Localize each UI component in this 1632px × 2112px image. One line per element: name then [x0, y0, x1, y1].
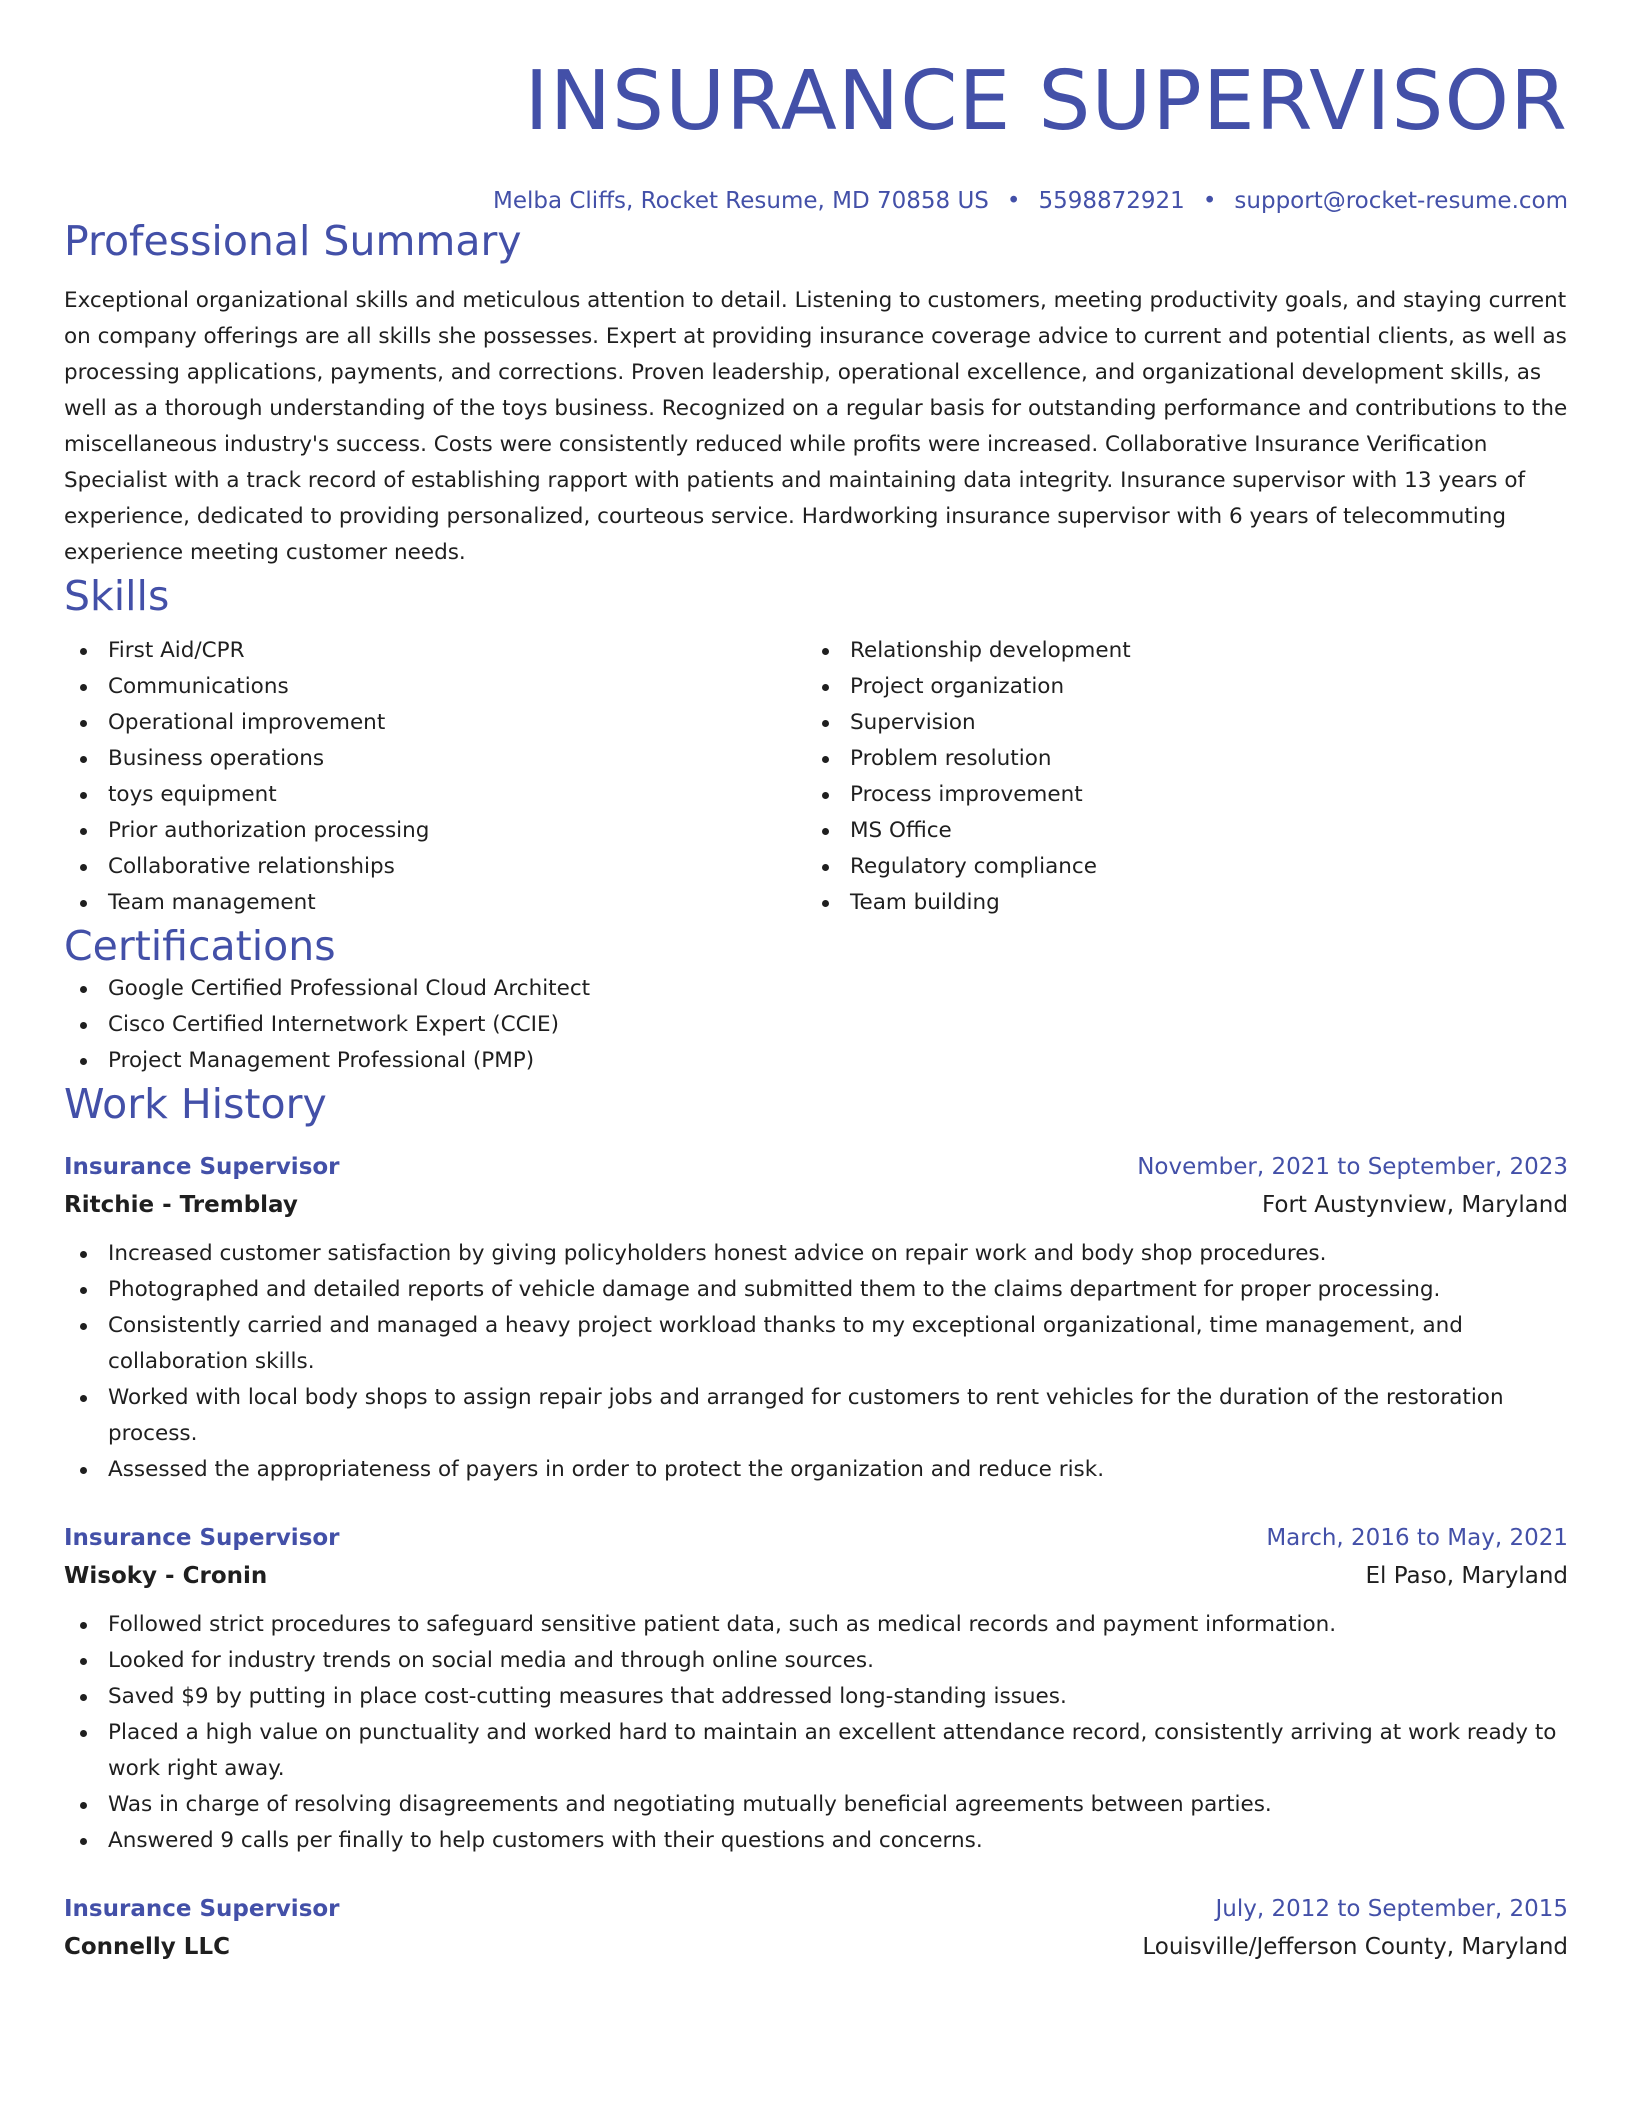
- job-company: Ritchie - Tremblay: [64, 1192, 298, 1218]
- job-title: Insurance Supervisor: [64, 1154, 340, 1180]
- job-duty-item: Consistently carried and managed a heavy project workload thanks to my exceptional organizational, time management, and collaboration skills.: [64, 1308, 1568, 1380]
- summary-section: [64, 216, 1568, 571]
- skill-item: Process improvement: [806, 777, 1548, 813]
- skills-heading: Skills: [64, 572, 170, 620]
- work-history-heading: Work History: [64, 1080, 327, 1128]
- job-duty-item: Was in charge of resolving disagreements and negotiating mutually beneficial agreements between parties.: [64, 1787, 1568, 1823]
- skills-list-right: [806, 633, 1548, 921]
- job-header: [64, 1890, 1568, 1928]
- skills-grid: [64, 633, 1568, 921]
- skill-item: Supervision: [806, 705, 1548, 741]
- work-history-section: [64, 1079, 1568, 1966]
- job-location: Fort Austynview, Maryland: [1261, 1192, 1568, 1218]
- job-duty-item: Saved $9 by putting in place cost-cutting measures that addressed long-standing issues.: [64, 1679, 1568, 1715]
- certification-item: Google Certified Professional Cloud Architect: [64, 971, 1568, 1007]
- contact-address: Melba Cliffs, Rocket Resume, MD 70858 US: [492, 188, 989, 214]
- skill-item: Collaborative relationships: [64, 849, 806, 885]
- contact-email: support@rocket-resume.com: [1234, 188, 1568, 214]
- job-dates: July, 2012 to September, 2015: [1215, 1896, 1568, 1922]
- certification-item: Cisco Certified Internetwork Expert (CCIE): [64, 1007, 1568, 1043]
- skills-section: [64, 571, 1568, 921]
- skill-item: Team management: [64, 885, 806, 921]
- skill-item: Business operations: [64, 741, 806, 777]
- contact-separator: •: [1006, 188, 1021, 214]
- job-duty-item: Placed a high value on punctuality and worked hard to maintain an excellent attendance record, consistently arriving at work ready to work right away.: [64, 1715, 1568, 1787]
- job-dates: March, 2016 to May, 2021: [1266, 1525, 1568, 1551]
- job-location: El Paso, Maryland: [1365, 1563, 1568, 1589]
- job-entry: [64, 1148, 1568, 1488]
- job-duty-item: Answered 9 calls per finally to help customers with their questions and concerns.: [64, 1823, 1568, 1859]
- skill-item: Communications: [64, 669, 806, 705]
- contact-phone: 5598872921: [1038, 188, 1185, 214]
- job-header: [64, 1519, 1568, 1557]
- resume-page: [64, 0, 1568, 1966]
- job-title: Insurance Supervisor: [64, 1525, 340, 1551]
- job-duty-item: Worked with local body shops to assign repair jobs and arranged for customers to rent vehicles for the duration of the restoration process.: [64, 1380, 1568, 1452]
- job-entry: [64, 1519, 1568, 1859]
- job-header: [64, 1148, 1568, 1186]
- certifications-list: [64, 971, 1568, 1079]
- job-duty-item: Increased customer satisfaction by giving policyholders honest advice on repair work and body shop procedures.: [64, 1236, 1568, 1272]
- job-location: Louisville/Jefferson County, Maryland: [1142, 1934, 1568, 1960]
- job-duty-item: Looked for industry trends on social media and through online sources.: [64, 1643, 1568, 1679]
- certifications-heading: Certifications: [64, 922, 336, 970]
- summary-heading: Professional Summary: [64, 217, 522, 265]
- skills-list-left: [64, 633, 806, 921]
- contact-line: [64, 186, 1568, 216]
- skill-item: Project organization: [806, 669, 1548, 705]
- certifications-section: [64, 921, 1568, 1079]
- contact-separator: •: [1202, 188, 1217, 214]
- job-duty-item: Photographed and detailed reports of vehicle damage and submitted them to the claims department for proper processing.: [64, 1272, 1568, 1308]
- skill-item: Operational improvement: [64, 705, 806, 741]
- job-title: Insurance Supervisor: [64, 1896, 340, 1922]
- job-dates: November, 2021 to September, 2023: [1137, 1154, 1568, 1180]
- job-duty-item: Followed strict procedures to safeguard sensitive patient data, such as medical records and payment information.: [64, 1607, 1568, 1643]
- skill-item: Team building: [806, 885, 1548, 921]
- skill-item: Regulatory compliance: [806, 849, 1548, 885]
- job-duties-list: [64, 1236, 1568, 1488]
- job-subheader: [64, 1557, 1568, 1595]
- job-duties-list: [64, 1607, 1568, 1859]
- job-subheader: [64, 1186, 1568, 1224]
- skill-item: toys equipment: [64, 777, 806, 813]
- job-company: Wisoky - Cronin: [64, 1563, 268, 1589]
- certification-item: Project Management Professional (PMP): [64, 1043, 1568, 1079]
- resume-title: INSURANCE SUPERVISOR: [524, 54, 1568, 149]
- job-company: Connelly LLC: [64, 1934, 230, 1960]
- skill-item: MS Office: [806, 813, 1548, 849]
- skill-item: Relationship development: [806, 633, 1548, 669]
- skill-item: Prior authorization processing: [64, 813, 806, 849]
- skill-item: Problem resolution: [806, 741, 1548, 777]
- job-duty-item: Assessed the appropriateness of payers in order to protect the organization and reduce risk.: [64, 1452, 1568, 1488]
- skill-item: First Aid/CPR: [64, 633, 806, 669]
- job-subheader: [64, 1928, 1568, 1966]
- job-entry: [64, 1890, 1568, 1966]
- summary-text: Exceptional organizational skills and meticulous attention to detail. Listening to customers, meeting productivity goals, and staying current on company offerings are all skills she possesses. Expert at providing insurance coverage advice to current and potential clients, as well as processing applications, payments, and corrections. Proven leadership, operational excellence, and organizational development skills, as well as a thorough understanding of the toys business. Recognized on a regular basis for outstanding performance and contributions to the miscellaneous industry's success. Costs were consistently reduced while profits were increased. Collaborative Insurance Verification Specialist with a track record of establishing rapport with patients and maintaining data integrity. Insurance supervisor with 13 years of experience, dedicated to providing personalized, courteous service. Hardworking insurance supervisor with 6 years of telecommuting experience meeting customer needs.: [64, 288, 1568, 565]
